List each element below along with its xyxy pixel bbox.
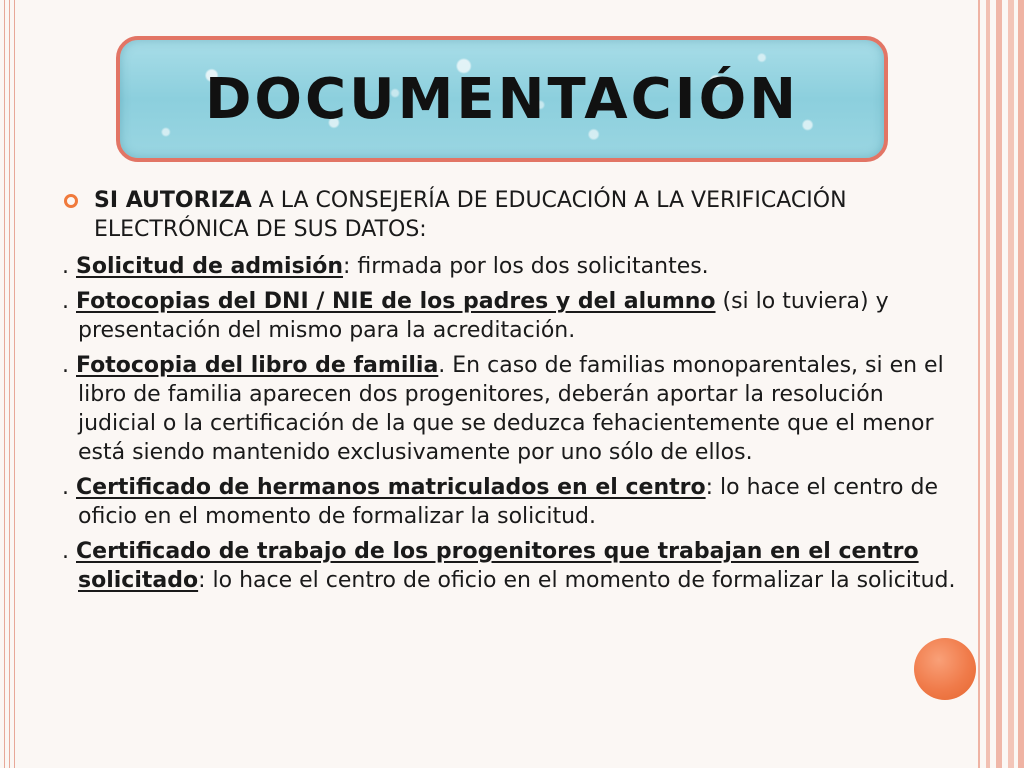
item-lead: Fotocopias del DNI / NIE de los padres y del alumno	[76, 289, 716, 314]
item-prefix: .	[62, 289, 76, 314]
orange-circle-icon	[914, 638, 976, 700]
left-frame-line-3	[14, 0, 15, 768]
list-item	[46, 287, 962, 345]
right-stripe-2	[986, 0, 990, 768]
title-banner	[116, 36, 888, 162]
item-lead: Fotocopia del libro de familia	[76, 353, 439, 378]
item-lead: Certificado de trabajo de los progenitores que trabajan en el centro solicitado	[76, 539, 919, 593]
intro-rest: A LA CONSEJERÍA DE EDUCACIÓN A LA VERIFICACIÓN ELECTRÓNICA DE SUS DATOS:	[94, 188, 847, 242]
item-text: : lo hace el centro de oficio en el momento de formalizar la solicitud.	[78, 475, 938, 529]
item-prefix: .	[62, 353, 76, 378]
intro-paragraph	[62, 186, 962, 244]
list-item	[46, 537, 962, 595]
list-item	[46, 473, 962, 531]
item-text: : lo hace el centro de oficio en el momento de formalizar la solicitud.	[198, 568, 956, 593]
intro-bold: SI AUTORIZA	[94, 188, 252, 213]
left-frame-line-2	[9, 0, 10, 768]
slide-content	[62, 186, 962, 601]
right-stripe-3	[996, 0, 1002, 768]
item-text: : firmada por los dos solicitantes.	[343, 254, 709, 279]
circle-bullet-icon	[64, 194, 78, 208]
item-text: (si lo tuviera) y presentación del mismo para la acreditación.	[78, 289, 889, 343]
right-stripe-1	[978, 0, 980, 768]
list-item	[46, 252, 962, 281]
item-prefix: .	[62, 475, 76, 500]
right-stripe-5	[1018, 0, 1024, 768]
item-lead: Solicitud de admisión	[76, 254, 344, 279]
item-prefix: .	[62, 539, 76, 564]
left-frame-line-1	[4, 0, 5, 768]
slide-title: DOCUMENTACIÓN	[204, 66, 800, 132]
list-item	[46, 351, 962, 467]
right-stripe-4	[1008, 0, 1014, 768]
item-lead: Certificado de hermanos matriculados en el centro	[76, 475, 706, 500]
item-text: . En caso de familias monoparentales, si en el libro de familia aparecen dos progenitores, deberán aportar la resolución judicial o la certificación de la que se deduzca fehacientemente que el menor está siendo mantenido exclusivamente por uno sólo de ellos.	[78, 353, 944, 465]
item-prefix: .	[62, 254, 76, 279]
